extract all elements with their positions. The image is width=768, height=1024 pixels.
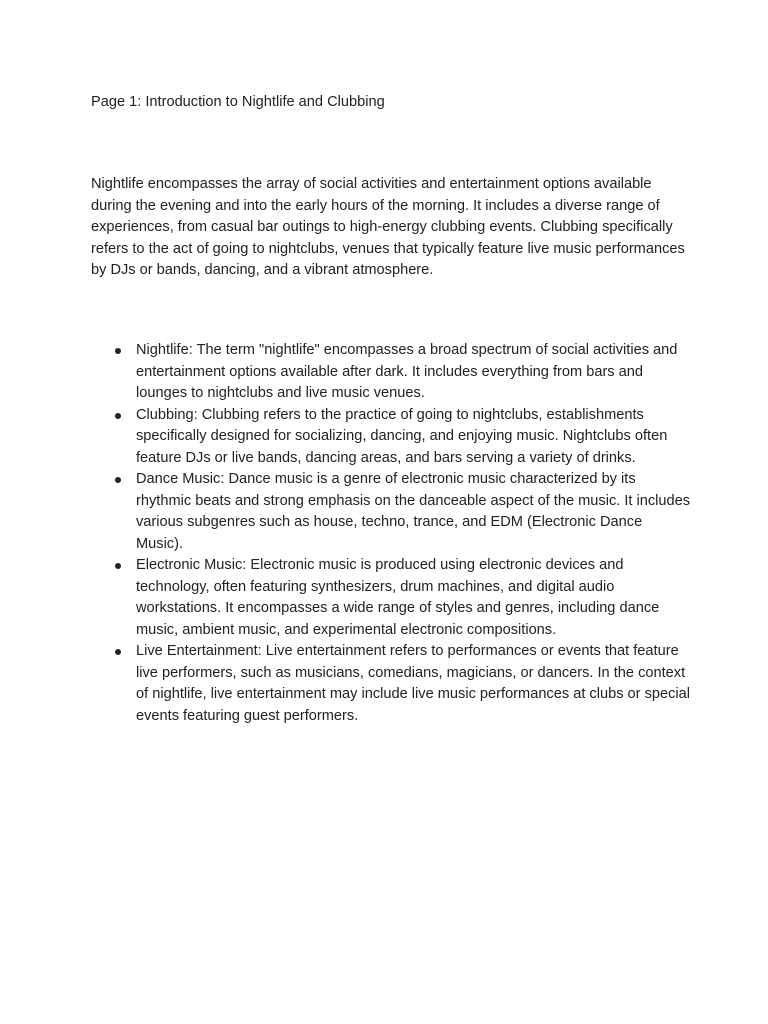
bullet-list [91,340,691,727]
page-title: Page 1: Introduction to Nightlife and Clubbing [91,94,385,110]
list-item-text: Electronic Music: Electronic music is produced using electronic devices and technology, often featuring synthesizers, drum machines, and digital audio workstations. It encompasses a wide range of styles and genres, including dance music, ambient music, and experimental electronic compositions. [136,557,660,638]
bullet-icon [115,477,121,483]
bullet-icon [115,563,121,569]
list-item [91,405,691,470]
list-item [91,340,691,405]
bullet-icon [115,649,121,655]
bullet-icon [115,413,121,419]
list-item [91,555,691,641]
bullet-icon [115,348,121,354]
list-item-text: Dance Music: Dance music is a genre of electronic music characterized by its rhythmic beats and strong emphasis on the danceable aspect of the music. It includes various subgenres such as house, techno, trance, and EDM (Electronic Dance Music). [136,471,691,552]
intro-paragraph: Nightlife encompasses the array of social activities and entertainment options available during the evening and into the early hours of the morning. It includes a diverse range of experiences, from casual bar outings to high-energy clubbing events. Clubbing specifically refers to the act of going to nightclubs, venues that typically feature live music performances by DJs or bands, dancing, and a vibrant atmosphere. [91,176,685,278]
list-item-text: Clubbing: Clubbing refers to the practice of going to nightclubs, establishments specifically designed for socializing, dancing, and enjoying music. Nightclubs often feature DJs or live bands, dancing areas, and bars serving a variety of drinks. [136,406,668,466]
list-item-text: Nightlife: The term "nightlife" encompasses a broad spectrum of social activities and entertainment options available after dark. It includes everything from bars and lounges to nightclubs and live music venues. [136,342,678,401]
list-item [91,469,691,555]
list-item [91,641,691,727]
list-item-text: Live Entertainment: Live entertainment refers to performances or events that feature live performers, such as musicians, comedians, magicians, or dancers. In the context of nightlife, live entertainment may include live music performances at clubs or special events featuring guest performers. [136,643,691,724]
